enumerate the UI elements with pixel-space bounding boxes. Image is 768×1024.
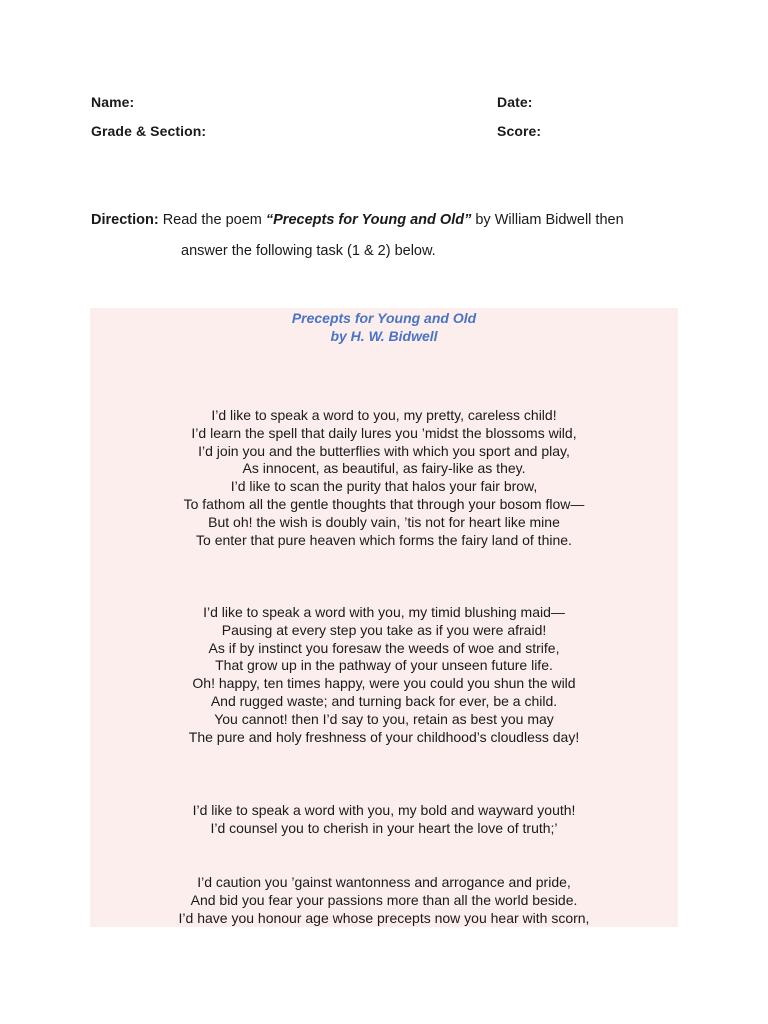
- score-label: Score:: [497, 123, 542, 139]
- poem-line: To enter that pure heaven which forms the fairy land of thine.: [196, 531, 572, 548]
- stanza-3: [90, 802, 678, 838]
- name-label: Name:: [91, 94, 135, 110]
- poem-title: Precepts for Young and Old: [291, 310, 477, 326]
- stanza-2: [90, 604, 678, 746]
- direction-line-2: answer the following task (1 & 2) below.: [181, 243, 436, 259]
- date-label: Date:: [497, 94, 533, 110]
- poem-line: And bid you fear your passions more than all the world beside.: [190, 891, 578, 908]
- poem-box: [90, 308, 678, 927]
- poem-line: I’d like to speak a word with you, my timid blushing maid—: [203, 604, 565, 620]
- poem-author: by H. W. Bidwell: [330, 328, 438, 344]
- direction-poem-title: “Precepts for Young and Old”: [265, 212, 472, 228]
- poem-line: The pure and holy freshness of your childhood’s cloudless day!: [188, 728, 580, 745]
- direction-text-after: by William Bidwell then: [471, 212, 624, 228]
- poem-line: I’d caution you ’gainst wantonness and arrogance and pride,: [197, 874, 571, 890]
- poem-line: As innocent, as beautiful, as fairy-like as they.: [242, 460, 526, 477]
- poem-line: I’d join you and the butterflies with which you sport and play,: [198, 442, 570, 459]
- poem-line: You cannot! then I’d say to you, retain as best you may: [214, 710, 554, 727]
- poem-line: I’d have you honour age whose precepts now you hear with scorn,: [178, 909, 590, 926]
- poem-line: I’d like to scan the purity that halos your fair brow,: [230, 478, 538, 495]
- poem-line: I’d counsel you to cherish in your heart the love of truth;’: [210, 819, 558, 836]
- direction-text-before: Read the poem: [162, 212, 266, 228]
- grade-section-label: Grade & Section:: [91, 123, 207, 139]
- poem-line: I’d like to speak a word to you, my pretty, careless child!: [211, 407, 557, 423]
- poem-line: And rugged waste; and turning back for ever, be a child.: [210, 692, 558, 709]
- poem-line: To fathom all the gentle thoughts that through your bosom flow—: [183, 495, 585, 512]
- poem-line: Pausing at every step you take as if you were afraid!: [221, 621, 547, 638]
- poem-line: But oh! the wish is doubly vain, ’tis not for heart like mine: [208, 513, 560, 530]
- poem-line: I’d learn the spell that daily lures you ’midst the blossoms wild,: [191, 424, 577, 441]
- poem-line: That grow up in the pathway of your unseen future life.: [215, 657, 553, 674]
- direction-line-1: [91, 212, 624, 228]
- poem-line: I’d like to speak a word with you, my bold and wayward youth!: [192, 802, 576, 818]
- poem-line: As if by instinct you foresaw the weeds of woe and strife,: [208, 639, 560, 656]
- direction-label: Direction:: [91, 212, 159, 228]
- stanza-4: [90, 874, 678, 927]
- stanza-1: [90, 407, 678, 549]
- poem-line: Oh! happy, ten times happy, were you could you shun the wild: [192, 675, 576, 692]
